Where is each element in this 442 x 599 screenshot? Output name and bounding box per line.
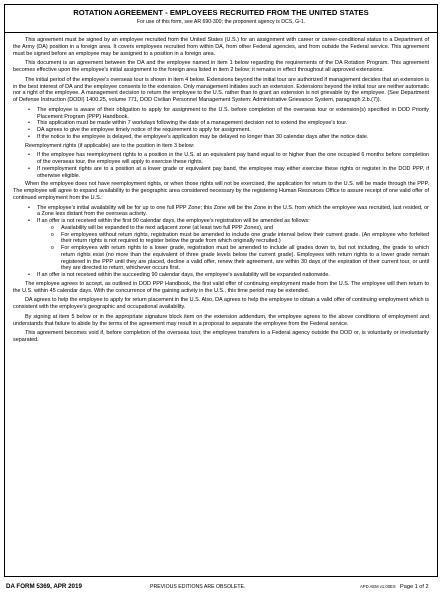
form-number: DA FORM 5369, APR 2019 bbox=[6, 583, 82, 590]
paragraph-reemployment-rights: Reemployment rights (if applicable) are to the position in item 3 below: bbox=[25, 142, 195, 149]
form-footer bbox=[4, 580, 438, 594]
form-version-code: APD AEM v1.00ES bbox=[360, 584, 396, 589]
form-title: ROTATION AGREEMENT - EMPLOYEES RECRUITED FROM THE UNITED STATES bbox=[73, 8, 369, 17]
page-number: Page 1 of 2 bbox=[400, 584, 429, 590]
list-item: • DA agrees to give the employee timely notice of the requirement to apply for assignment. bbox=[37, 127, 429, 134]
reemployment-list bbox=[13, 152, 429, 179]
agreement-body bbox=[5, 33, 437, 344]
paragraph-scope: This agreement must be signed by an employee recruited from the United States (U.S.) for an assignment with career or career-conditional status to a Department of the Army (DA) position in a foreign area. It covers employees recruited from within DA, from other Federal agencies, and from outside the Federal service. This agreement must be signed before an employee may be assigned to a position in a foreign area. bbox=[13, 37, 429, 57]
paragraph-agreement: This document is an agreement between the DA and the employee named in item 1 below regarding the requirements of the DA Rotation Program. This agreement becomes effective upon the employee's initial assignment to the foreign area listed in item 2 below; it remains in effect throughout all approved extensions. bbox=[13, 60, 429, 73]
paragraph-da-help: DA agrees to help the employee to apply for return placement in the U.S. Also, DA agrees to help the employee to obtain a valid offer of continuing employment which is consistent with the employee's geographic and occupational availability. bbox=[13, 297, 429, 310]
obligation-list bbox=[13, 107, 429, 141]
registration-sublist bbox=[37, 225, 429, 272]
previous-editions-notice: PREVIOUS EDITIONS ARE OBSOLETE. bbox=[150, 584, 246, 590]
paragraph-accept-offer: The employee agrees to accept, as outlined in DOD PPP Handbook, the first valid offer of continuing employment made from the U.S. The employee will then return to the U.S. within 45 calendar days. With the concurrence of the gaining activity in the U.S., this time period may be extended. bbox=[13, 280, 429, 294]
list-item: • If an offer is not received within the succeeding 90 calendar days, the employee's availability will be expanded nationwide. bbox=[37, 272, 429, 279]
paragraph-signing: By signing at item 5 below or in the appropriate signature block item on the extension addendum, the employee agrees to the above conditions of employment and understands that failure to abide by the terms of the agreement may result in a proposal to separate the employee from the Federal service. bbox=[13, 313, 429, 327]
form-header bbox=[5, 5, 437, 33]
list-item: • If the notice to the employee is delayed, the employee's application may be delayed no longer than 30 calendar days after the notice date. bbox=[37, 134, 429, 141]
availability-list bbox=[13, 205, 429, 279]
sublist-item: o Availability will be expanded to the next adjacent zone (at least two full PPP Zones), and bbox=[61, 225, 429, 232]
paragraph-tour-extensions: The initial period of the employee's overseas tour is shown in item 4 below. Extensions beyond the initial tour are authorized if management decides that an extension is in the best interest of DA and the employee consents to the extension. Only management initiates such an extension. Extensions beyond the initial tour are neither automatic nor a right of the employee. A management decision to return the employee to the U.S. rather than to grant an extension is not grievable by the employee. (See Department of Defense Instruction (DODI) 1400.25, volume 771, DOD Civilian Personnel Management System: Administrative Grievance System, paragraph 2.b.(7)). bbox=[13, 76, 429, 103]
paragraph-ppp-return: When the employee does not have reemployment rights, or when those rights will not be exercised, the application for return to the U.S. will be made through the PPP. The employee will agree to expand availability to the geographic area considered necessary by the registering Human Resources Office to assure receipt of one valid offer of continued employment from the U.S.: bbox=[13, 181, 430, 201]
paragraph-void: This agreement becomes void if, before completion of the overseas tour, the employee transfers to a Federal agency outside the DOD or, is voluntarily or involuntarily separated. bbox=[13, 330, 429, 343]
list-item: • The employee's initial availability will be for up to one full PPP Zone; this Zone will be the Zone in the U.S. from which the employee was recruited, last resided, or a Zone less distant from the overseas activity. bbox=[37, 205, 429, 219]
sublist-item: o For employees without return rights, registration must be amended to include one grade interval below their current grade. (An employee who forfeited their return rights is not required to register below the grade from which originally recruited.) bbox=[61, 232, 429, 246]
list-item: • This application must be made within 7 workdays following the date of a management decision not to extend the employee's tour. bbox=[37, 120, 429, 127]
form-subtitle: For use of this form, see AR 690-300; the proponent agency is DCS, G-1. bbox=[136, 19, 306, 25]
list-item: • If reemployment rights are to a position at a lower grade or equivalent pay band, the employee may either exercise these rights or register in the DOD PPP, if otherwise eligible. bbox=[37, 166, 429, 180]
list-item bbox=[37, 218, 429, 272]
list-item: • The employee is aware of their obligation to apply for assignment to the U.S. before completion of the overseas tour or extension(s) specified in DOD Priority Placement Program (PPP) Handbook. bbox=[37, 107, 429, 121]
list-item-text: If an offer is not received within the first 90 calendar days, the employee's registration will be amended as follows: bbox=[37, 218, 310, 224]
form-frame bbox=[4, 4, 438, 577]
list-item: • If the employee has reemployment rights to a position in the U.S. at an equivalent pay band equal to or higher than the one occupied 6 months before completion of the overseas tour, the employee will apply to exercise these rights. bbox=[37, 152, 429, 166]
sublist-item: o For employees with return rights to a lower grade, registration must be amended to include all grades down to, but not including, the grade to which return rights exist (no more than the equivalent of three grade levels below the current grade). Employees with return rights to a lower grade remain registered in the PPP until they are placed, decline a valid offer, renew their agreement, are within 30 days of the expiration of their current tour, or until they are directed to return, whichever occurs first. bbox=[61, 245, 429, 272]
